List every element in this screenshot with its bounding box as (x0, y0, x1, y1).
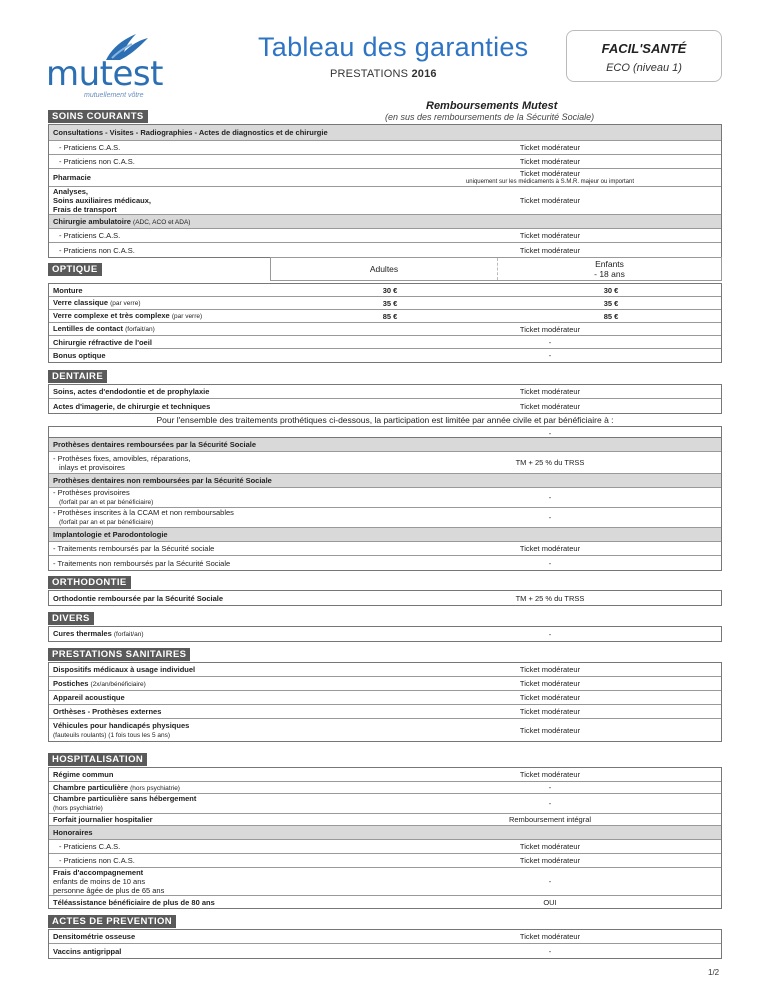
logo-tagline: mutuellement vôtre (84, 92, 144, 99)
page-title: Tableau des garanties (258, 32, 529, 62)
table-row: - Praticiens non C.A.S. Ticket modérateur (49, 854, 721, 868)
table-row: Dispositifs médicaux à usage individuel Ticket modérateur (49, 663, 721, 677)
table-soins-courants (48, 124, 722, 258)
table-row: - Praticiens C.A.S. Ticket modérateur (49, 229, 721, 243)
table-row: Lentilles de contact (forfait/an) Ticket modérateur (49, 323, 721, 336)
table-row: - Prothèses inscrites à la CCAM et non remboursables (forfait par an et par bénéficiaire) - (49, 508, 721, 528)
mutest-logo (44, 30, 174, 99)
reimbursement-title: Remboursements Mutest (426, 100, 558, 112)
logo-wordmark: mutest (46, 54, 163, 94)
optique-column-headers (270, 257, 722, 281)
table-row: - Traitements remboursés par la Sécurité sociale Ticket modérateur (49, 542, 721, 556)
table-row: Chirurgie ambulatoire (ADC, ACO et ADA) (49, 215, 721, 229)
section-actes-prevention: ACTES DE PREVENTION (48, 915, 176, 928)
table-row: Verre complexe et très complexe (par verre) 85 € 85 € (49, 310, 721, 323)
table-row: - Prothèses fixes, amovibles, réparations, inlays et provisoires TM + 25 % du TRSS (49, 452, 721, 474)
table-row: Chirurgie réfractive de l'oeil - (49, 336, 721, 349)
table-row: Frais d'accompagnement enfants de moins de 10 ans personne âgée de plus de 65 ans - (49, 868, 721, 896)
table-row: Analyses, Soins auxiliaires médicaux, Frais de transport Ticket modérateur (49, 187, 721, 215)
table-row: Orthèses - Prothèses externes Ticket modérateur (49, 705, 721, 719)
table-row: Prothèses dentaires remboursées par la Sécurité Sociale (49, 438, 721, 452)
section-prestations-sanitaires: PRESTATIONS SANITAIRES (48, 648, 190, 661)
section-divers: DIVERS (48, 612, 94, 625)
table-prestations-sanitaires (48, 662, 722, 742)
subtitle-year: 2016 (411, 68, 437, 80)
subtitle-prefix: PRESTATIONS (330, 68, 409, 80)
table-dentaire-protheses (48, 437, 722, 571)
section-soins-courants: SOINS COURANTS (48, 110, 148, 123)
table-row: Véhicules pour handicapés physiques (fauteuils roulants) (1 fois tous les 5 ans) Ticket modérateur (53, 720, 581, 739)
section-optique: OPTIQUE (48, 263, 102, 276)
table-orthodontie (48, 590, 722, 606)
table-row: Chambre particulière sans hébergement (hors psychiatrie) - (49, 794, 721, 814)
plan-name: FACIL'SANTÉ (601, 41, 687, 56)
section-hospitalisation: HOSPITALISATION (48, 753, 147, 766)
table-actes-prevention (48, 929, 722, 959)
table-row: Postiches (2x/an/bénéficiaire) Ticket modérateur (49, 677, 721, 691)
section-dentaire: DENTAIRE (48, 370, 107, 383)
table-row: - Prothèses provisoires (forfait par an et par bénéficiaire) - (49, 488, 721, 508)
table-row: Actes d'imagerie, de chirurgie et techniques Ticket modérateur (53, 401, 581, 411)
page-subtitle (330, 68, 437, 80)
table-row: Appareil acoustique Ticket modérateur (49, 691, 721, 705)
table-row: Soins, actes d'endodontie et de prophylaxie Ticket modérateur (49, 385, 721, 399)
table-hospitalisation (48, 767, 722, 909)
table-row: - Praticiens C.A.S. Ticket modérateur (49, 840, 721, 854)
plan-level: ECO (niveau 1) (606, 62, 682, 74)
table-row: Implantologie et Parodontologie (49, 528, 721, 542)
table-row: Bonus optique - (53, 351, 552, 360)
table-row: - Praticiens C.A.S. Ticket modérateur (49, 141, 721, 155)
table-row: - Praticiens non C.A.S. Ticket modérateur (49, 155, 721, 169)
table-row: Cures thermales (forfait/an) - (53, 629, 552, 639)
table-row: Pharmacie Ticket modérateur uniquement sur les médicaments à S.M.R. majeur ou important (49, 169, 721, 187)
col-adultes: Adultes (369, 264, 399, 274)
table-dentaire-soins (48, 384, 722, 414)
table-row: Téléassistance bénéficiaire de plus de 80 ans OUI (53, 897, 557, 907)
table-row: Honoraires (49, 826, 721, 840)
page-number: 1/2 (708, 968, 720, 977)
table-row: - Traitements non remboursés par la Sécurité Sociale - (53, 558, 552, 568)
reimbursement-subtitle: (en sus des remboursements de la Sécurité Sociale) (385, 112, 595, 122)
plan-box (566, 30, 722, 82)
table-row: Densitométrie osseuse Ticket modérateur (49, 930, 721, 944)
table-row: Monture 30 € 30 € (49, 284, 721, 297)
col-enfants: Enfants - 18 ans (497, 258, 721, 280)
table-row: Consultations - Visites - Radiographies - Actes de diagnostics et de chirurgie (49, 125, 721, 141)
table-row: Vaccins antigrippal - (53, 946, 552, 956)
table-optique (48, 283, 722, 363)
table-row: - Praticiens non C.A.S. Ticket modérateur (59, 245, 581, 255)
dentaire-note: Pour l'ensemble des traitements prothétiques ci-dessous, la participation est limitée par année civile et par bénéficiaire à : (156, 415, 614, 425)
table-row: Régime commun Ticket modérateur (49, 768, 721, 782)
table-row: Verre classique (par verre) 35 € 35 € (49, 297, 721, 310)
section-orthodontie: ORTHODONTIE (48, 576, 131, 589)
table-row: Chambre particulière (hors psychiatrie) - (49, 782, 721, 794)
table-row: Prothèses dentaires non remboursées par la Sécurité Sociale (49, 474, 721, 488)
table-row: Orthodontie remboursée par la Sécurité Sociale TM + 25 % du TRSS (53, 593, 585, 603)
table-row: - (548, 428, 552, 438)
table-row: Forfait journalier hospitalier Remboursement intégral (49, 814, 721, 826)
table-divers (48, 626, 722, 642)
